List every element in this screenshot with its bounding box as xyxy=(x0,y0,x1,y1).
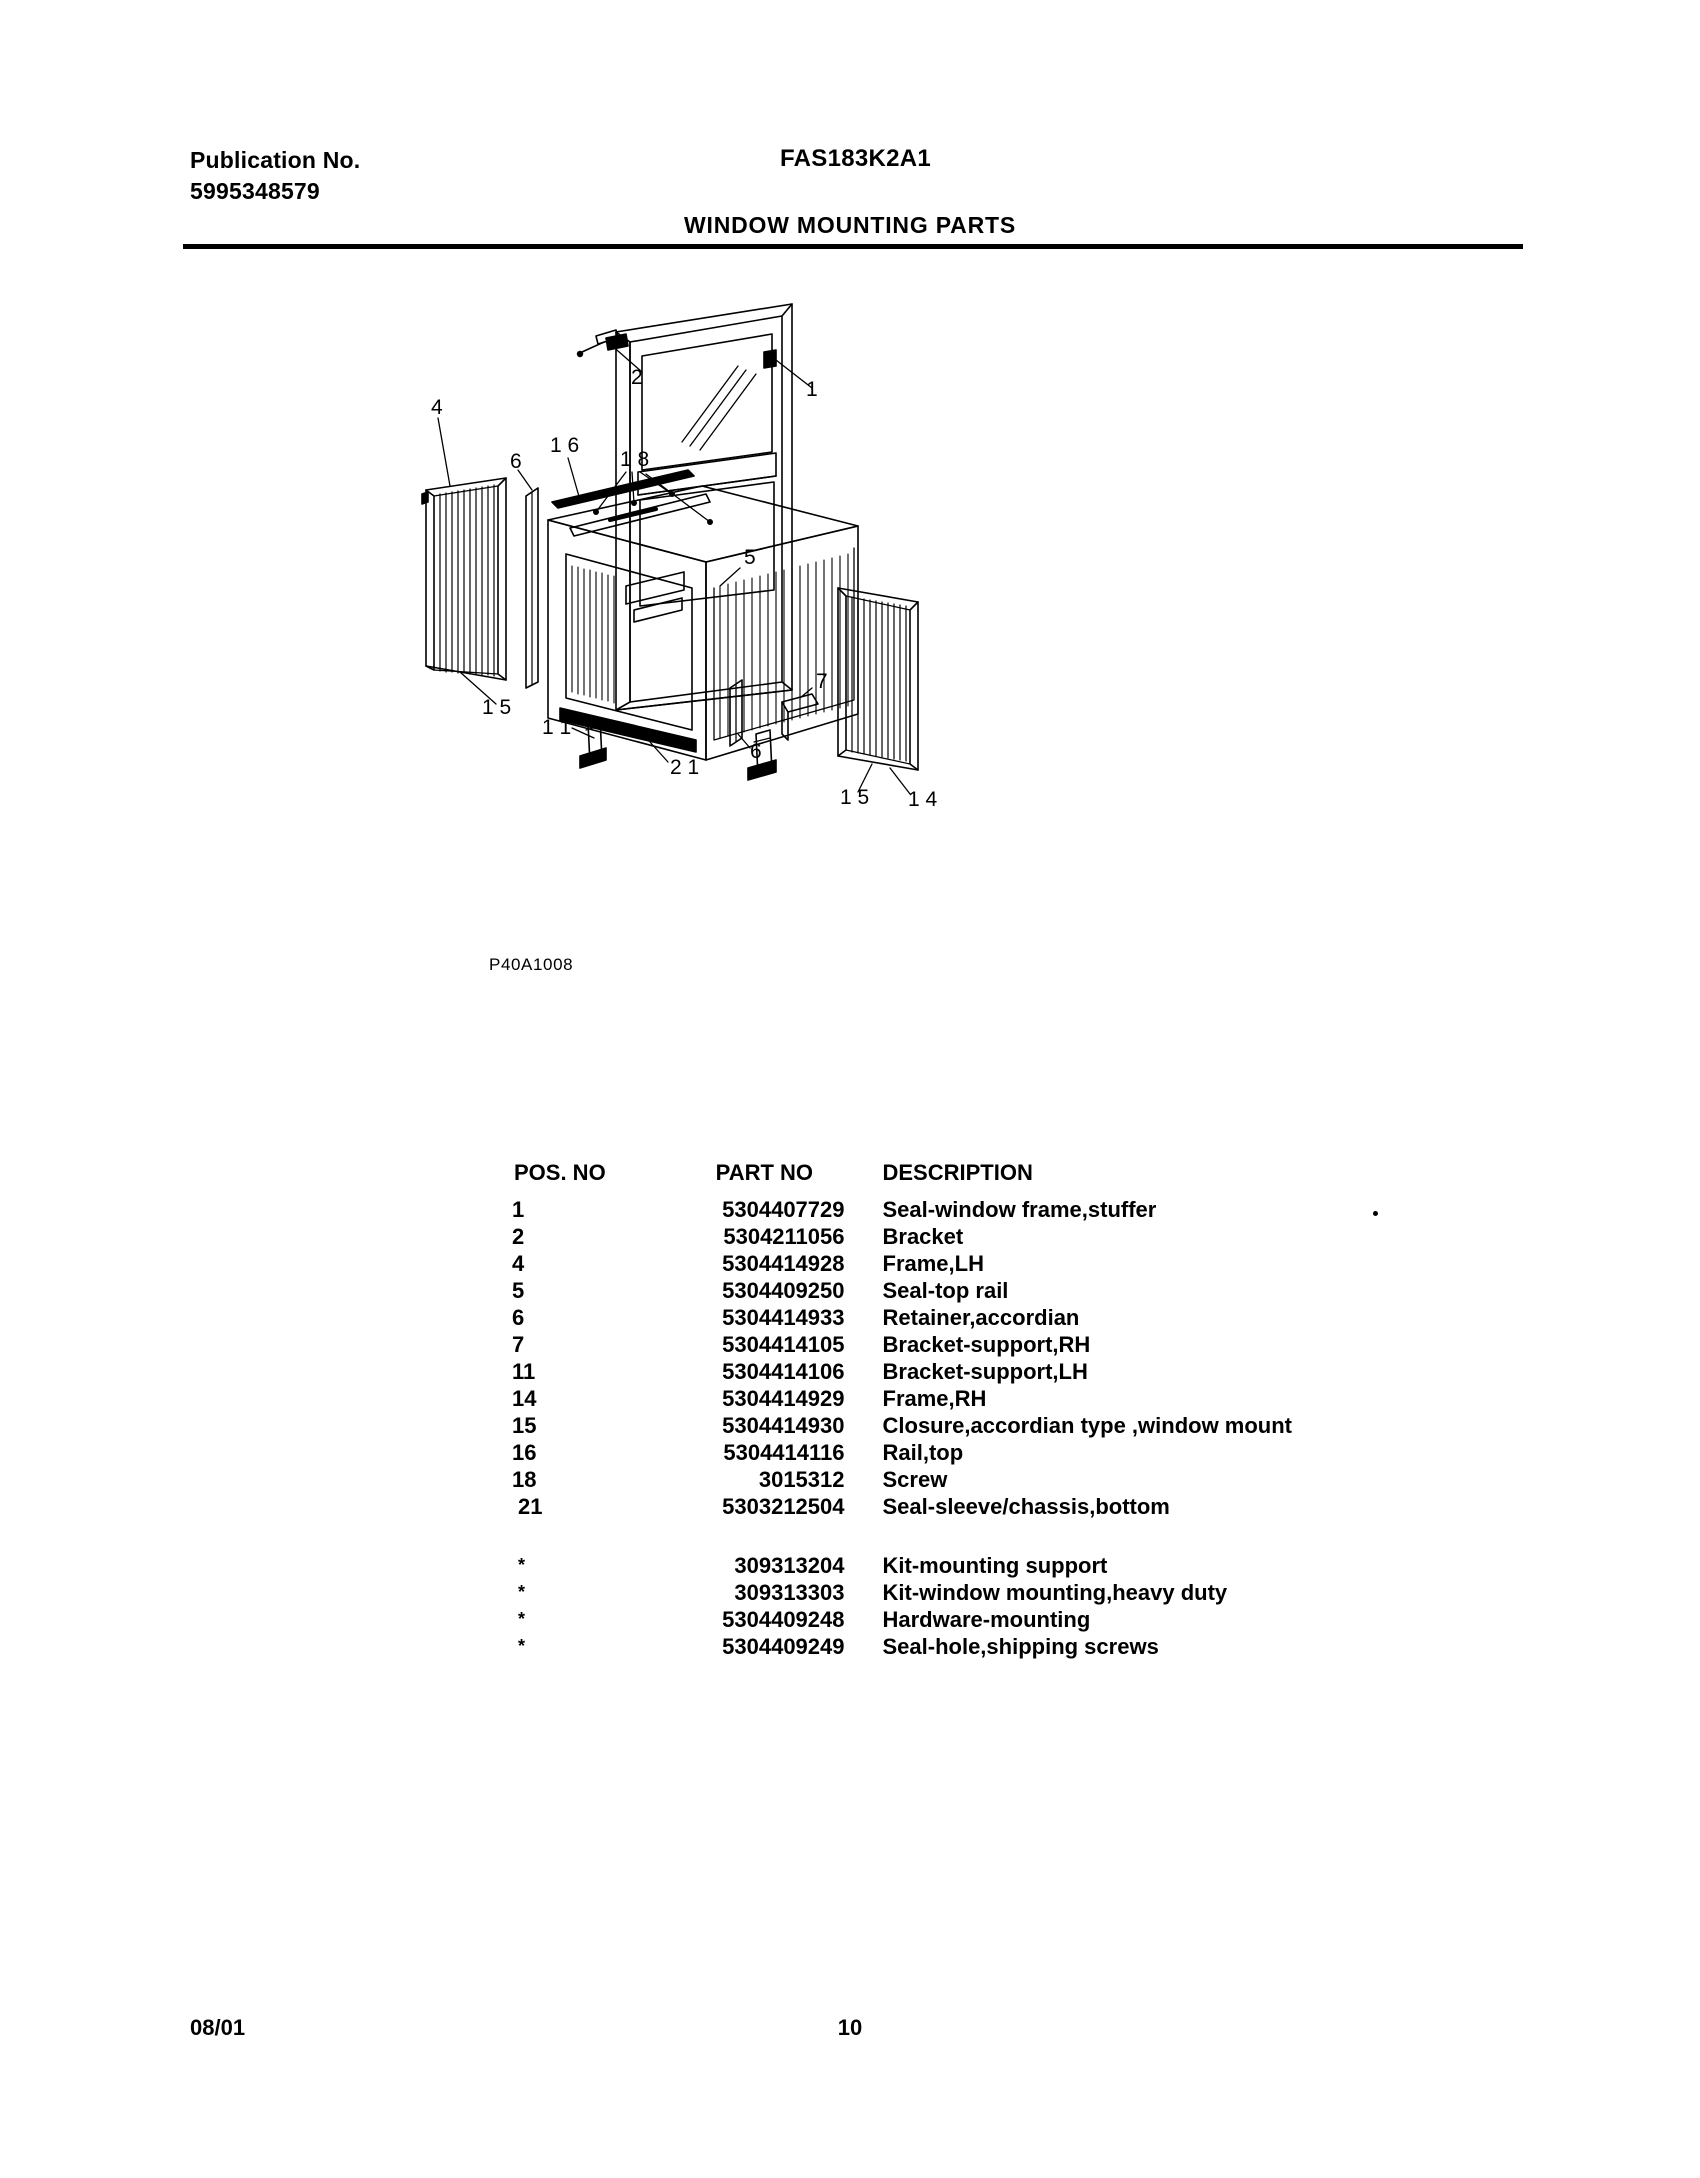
cell-description: Frame,RH xyxy=(882,1386,987,1411)
cell-part: 5303212504 xyxy=(722,1494,845,1519)
cell-pos: 16 xyxy=(512,1440,537,1465)
chassis-cabinet xyxy=(548,486,858,760)
cell-description: Kit-mounting support xyxy=(882,1553,1108,1578)
table-header-row xyxy=(512,1160,1292,1196)
cell-part: 5304414930 xyxy=(722,1413,845,1438)
cell-pos: 1 xyxy=(512,1197,525,1222)
callout-7: 7 xyxy=(816,670,828,693)
cell-part: 5304414105 xyxy=(722,1332,845,1357)
leader-lines xyxy=(438,344,910,794)
cell-part: 309313204 xyxy=(734,1553,845,1578)
table-row xyxy=(512,1250,1292,1277)
cell-pos: 18 xyxy=(512,1467,537,1492)
cell-description: Seal-top rail xyxy=(882,1278,1009,1303)
cell-part: 5304414106 xyxy=(722,1359,845,1384)
cell-pos: 4 xyxy=(512,1251,525,1276)
callout-6-lower: 6 xyxy=(750,740,762,763)
callout-4: 4 xyxy=(431,396,443,419)
table-row xyxy=(512,1358,1292,1385)
cell-part: 5304414116 xyxy=(723,1440,845,1465)
table-row xyxy=(512,1606,1292,1633)
cell-description: Bracket-support,RH xyxy=(882,1332,1091,1357)
parts-list-table xyxy=(512,1160,1292,1660)
cell-pos: 15 xyxy=(512,1413,537,1438)
spacer-cell xyxy=(883,1520,1293,1552)
callout-18: 1 8 xyxy=(620,448,650,471)
cell-description: Rail,top xyxy=(882,1440,964,1465)
figure-code: P40A1008 xyxy=(489,955,574,974)
column-header-description: DESCRIPTION xyxy=(882,1160,1033,1185)
callout-16: 1 6 xyxy=(550,434,580,457)
column-header-part: PART NO xyxy=(715,1160,814,1185)
cell-pos: 7 xyxy=(512,1332,525,1357)
cell-pos: 2 xyxy=(512,1224,525,1249)
callout-15-right: 1 5 xyxy=(840,786,870,809)
model-number: FAS183K2A1 xyxy=(780,145,932,172)
table-row xyxy=(512,1579,1292,1606)
accordian-panel-right xyxy=(838,588,918,770)
cell-pos: 14 xyxy=(512,1386,537,1411)
spacer-cell xyxy=(646,1520,882,1552)
cell-pos: * xyxy=(518,1582,526,1602)
cell-part: 5304211056 xyxy=(723,1224,845,1249)
cell-pos: 5 xyxy=(512,1278,525,1303)
table-row xyxy=(512,1223,1292,1250)
table-row xyxy=(512,1439,1292,1466)
retainer-accordian-left xyxy=(526,488,538,688)
cell-part: 5304414933 xyxy=(722,1305,845,1330)
page-title: WINDOW MOUNTING PARTS xyxy=(684,212,1016,238)
publication-label: Publication No. xyxy=(190,147,361,173)
table-row xyxy=(512,1633,1292,1660)
spacer-cell xyxy=(512,1520,646,1552)
footer-page-number: 10 xyxy=(837,2015,863,2040)
cell-part: 5304414929 xyxy=(722,1386,845,1411)
table-row xyxy=(512,1331,1292,1358)
cell-pos: 6 xyxy=(512,1305,525,1330)
table-row xyxy=(512,1552,1292,1579)
cell-pos: * xyxy=(518,1555,526,1575)
accordian-panel-left xyxy=(422,478,506,680)
callout-2: 2 xyxy=(631,366,643,389)
cell-part: 5304409249 xyxy=(722,1634,845,1659)
callout-6-left: 6 xyxy=(510,450,522,473)
cell-description: Kit-window mounting,heavy duty xyxy=(882,1580,1228,1605)
callout-21: 2 1 xyxy=(670,756,700,779)
cell-pos: 21 xyxy=(518,1494,543,1519)
cell-description: Retainer,accordian xyxy=(882,1305,1080,1330)
table-row xyxy=(512,1304,1292,1331)
cell-description: Seal-window frame,stuffer xyxy=(882,1197,1157,1222)
cell-pos: * xyxy=(518,1636,526,1656)
table-body xyxy=(512,1196,1292,1660)
callout-5: 5 xyxy=(744,546,756,569)
table-row xyxy=(512,1412,1292,1439)
cell-description: Screw xyxy=(882,1467,948,1492)
cell-part: 5304407729 xyxy=(722,1197,845,1222)
retainer-accordian-lower xyxy=(730,680,818,746)
table-row xyxy=(512,1466,1292,1493)
callout-1: 1 xyxy=(806,378,818,401)
callout-15-left: 1 5 xyxy=(482,696,512,719)
table-spacer-row xyxy=(512,1520,1292,1552)
cell-part: 309313303 xyxy=(734,1580,845,1605)
cell-description: Frame,LH xyxy=(882,1251,984,1276)
header-divider xyxy=(183,244,1523,249)
exploded-view-diagram xyxy=(420,290,1280,950)
cell-description: Seal-hole,shipping screws xyxy=(882,1634,1159,1659)
table-row xyxy=(512,1493,1292,1520)
cell-description: Seal-sleeve/chassis,bottom xyxy=(882,1494,1170,1519)
cell-part: 5304409250 xyxy=(722,1278,845,1303)
cell-pos: * xyxy=(518,1609,526,1629)
table-row xyxy=(512,1196,1292,1223)
publication-number: 5995348579 xyxy=(190,178,320,204)
table-row xyxy=(512,1385,1292,1412)
publication-block xyxy=(190,145,360,207)
cell-description: Hardware-mounting xyxy=(882,1607,1091,1632)
column-header-pos: POS. NO xyxy=(514,1160,606,1185)
cell-description: Closure,accordian type ,window mount xyxy=(882,1413,1292,1438)
footer-date: 08/01 xyxy=(190,2015,246,2040)
table-row xyxy=(512,1277,1292,1304)
stray-ink-mark xyxy=(1373,1211,1378,1216)
cell-pos: 11 xyxy=(512,1359,536,1384)
cell-part: 5304414928 xyxy=(722,1251,845,1276)
callout-11: 1 1 xyxy=(542,716,572,739)
cell-part: 3015312 xyxy=(758,1467,845,1492)
callout-14: 1 4 xyxy=(908,788,938,811)
cell-description: Bracket xyxy=(882,1224,964,1249)
cell-description: Bracket-support,LH xyxy=(882,1359,1088,1384)
cell-part: 5304409248 xyxy=(722,1607,845,1632)
